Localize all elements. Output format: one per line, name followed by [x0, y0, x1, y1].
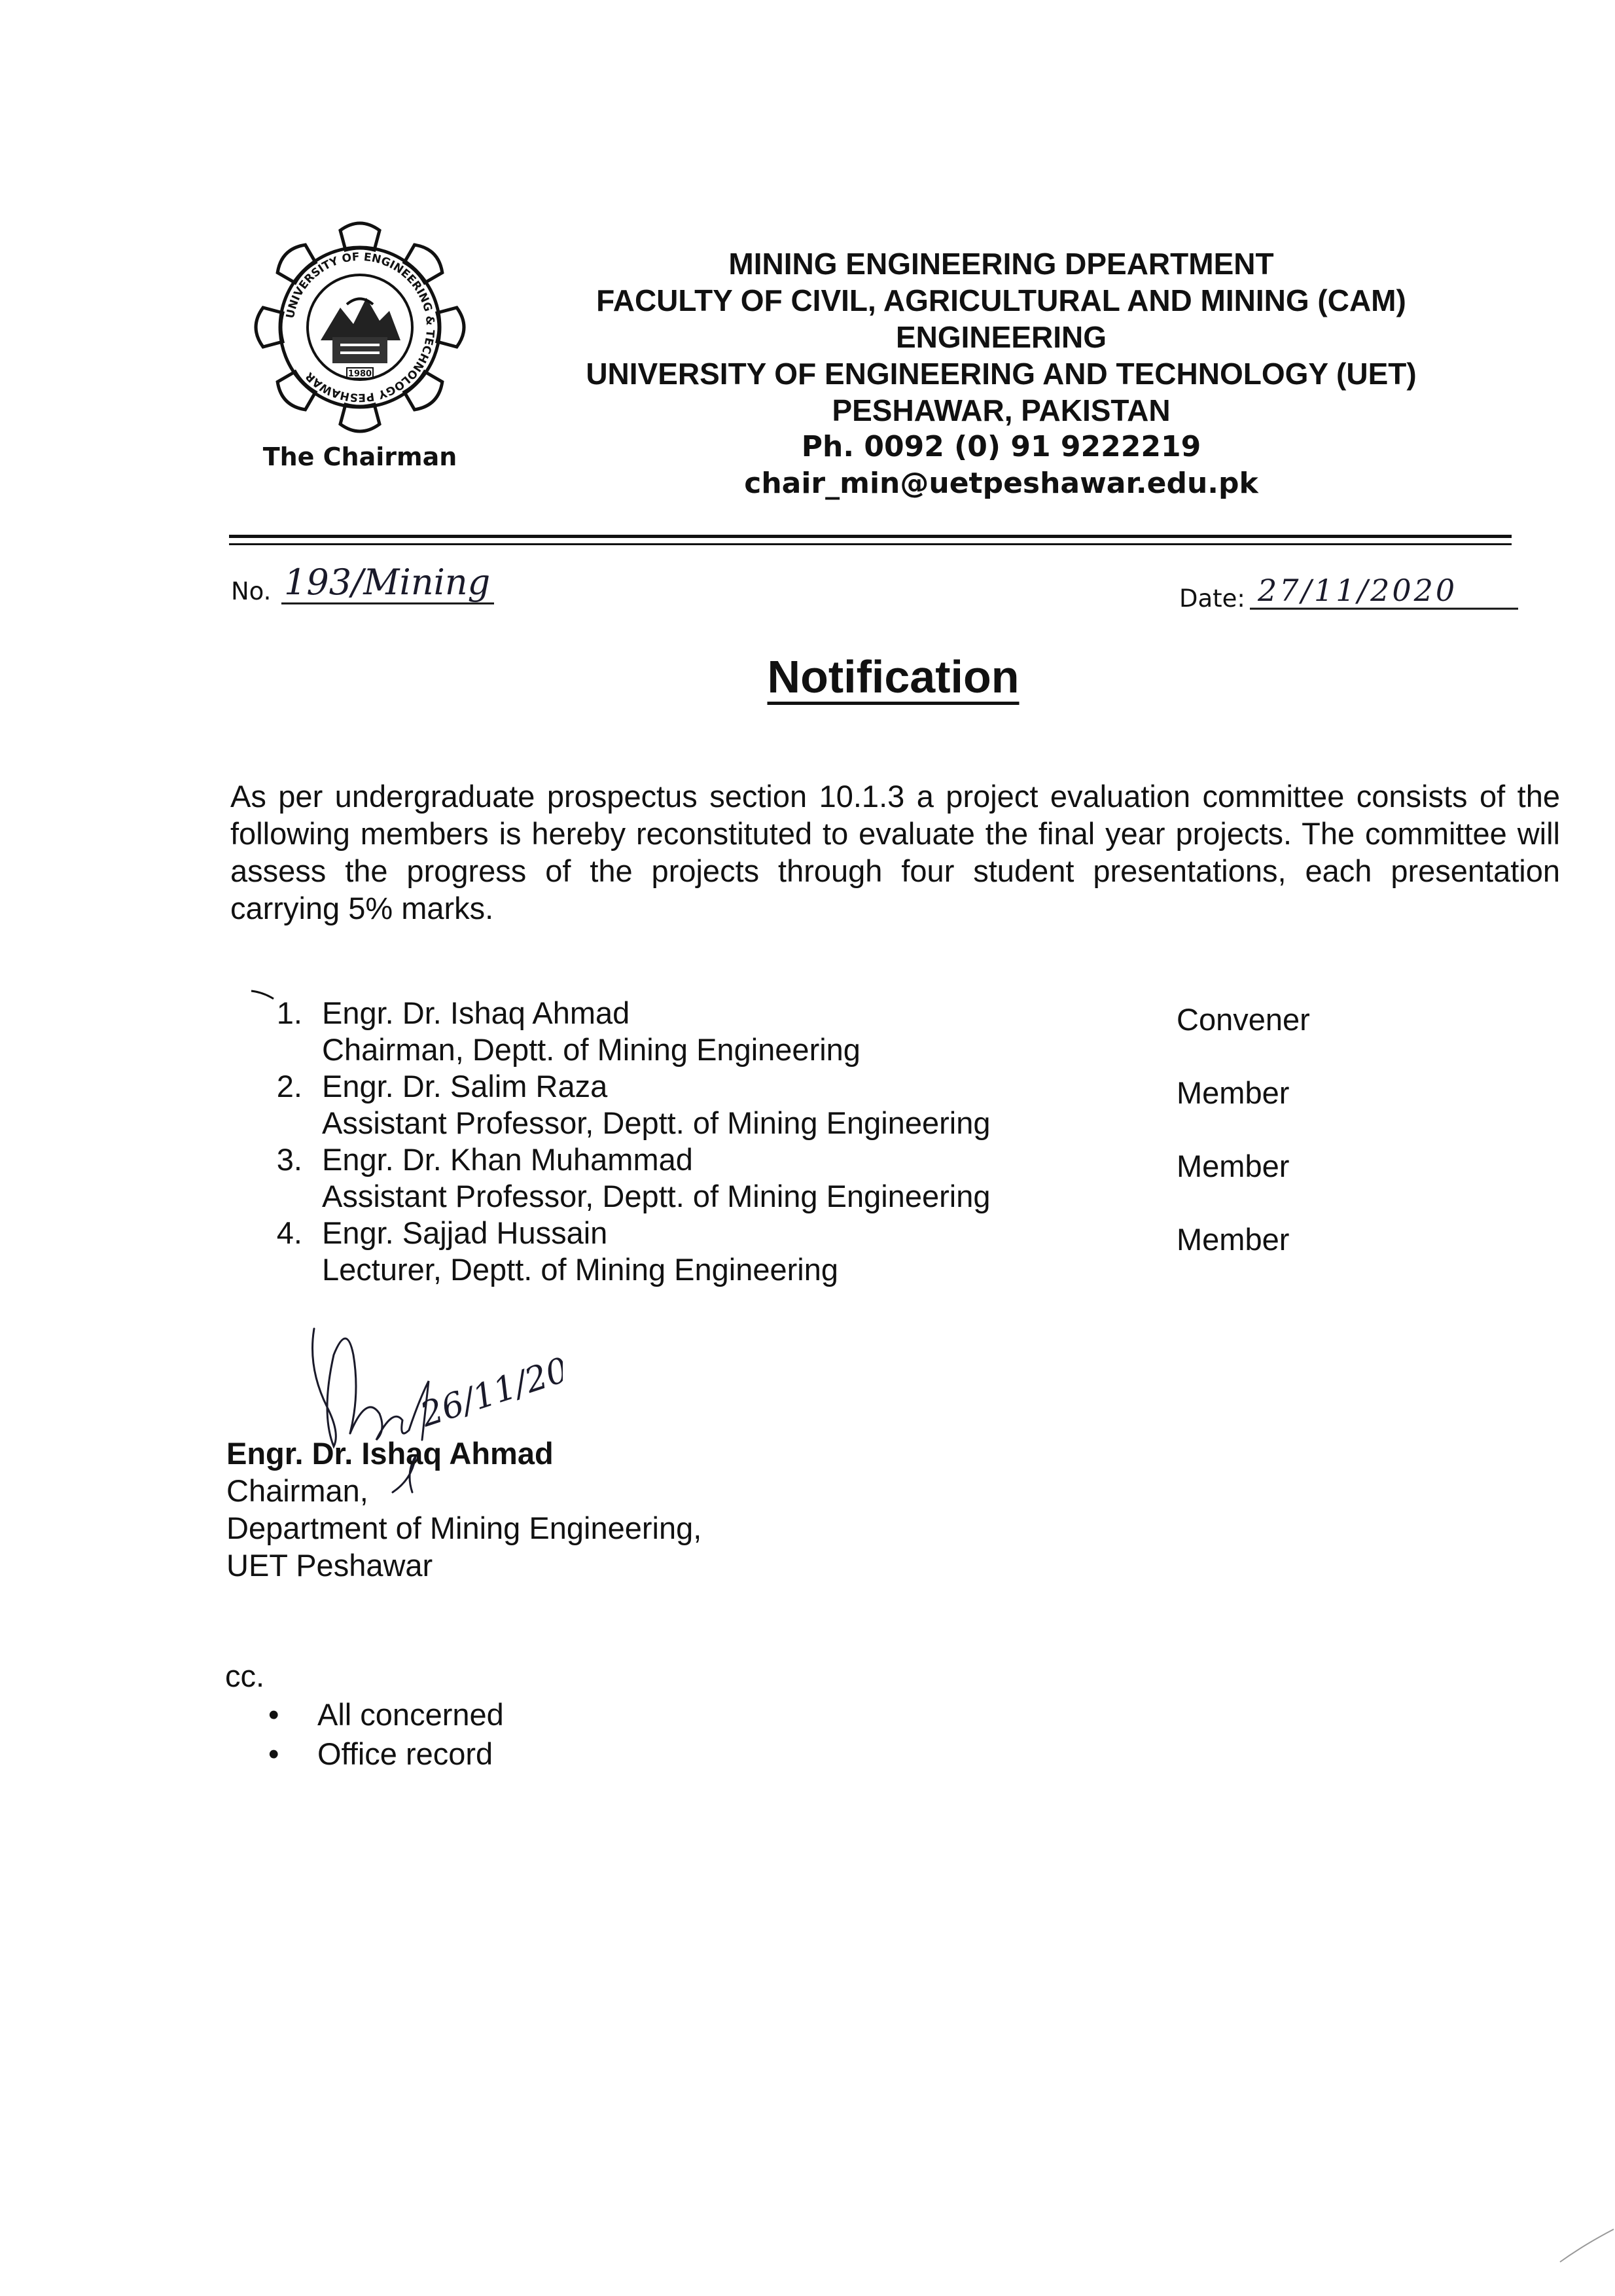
date-label: Date:	[1179, 584, 1245, 613]
member-role: Member	[1177, 1222, 1290, 1257]
member-number: 1.	[276, 996, 302, 1030]
list-item	[230, 995, 1513, 1068]
reference-number-label: No.	[231, 577, 272, 605]
reference-number-value: 193/Mining	[284, 562, 491, 603]
member-name: Engr. Dr. Salim Raza	[322, 1069, 608, 1103]
logo-ring-text: UNIVERSITY OF ENGINEERING & TECHNOLOGY PESHAWAR	[283, 250, 437, 404]
signatory-title: Chairman,	[226, 1473, 368, 1508]
member-number: 3.	[276, 1142, 302, 1177]
university-logo	[249, 216, 471, 439]
cc-list	[268, 1695, 504, 1774]
committee-members-list	[230, 995, 1513, 1288]
member-role: Member	[1177, 1075, 1290, 1110]
signature-date: 26/11/20	[416, 1350, 563, 1435]
signatory-name: Engr. Dr. Ishaq Ahmad	[226, 1436, 554, 1471]
member-name: Engr. Dr. Khan Muhammad	[322, 1142, 693, 1177]
department-name: MINING ENGINEERING DPEARTMENT	[728, 247, 1274, 281]
list-item	[230, 1215, 1513, 1288]
phone-number: Ph. 0092 (0) 91 9222219	[801, 430, 1201, 463]
letterhead	[524, 245, 1479, 502]
chairman-caption: The Chairman	[262, 442, 457, 471]
cc-label: cc.	[225, 1659, 265, 1693]
faculty-name-cont: ENGINEERING	[895, 320, 1107, 354]
date-handwritten	[1250, 568, 1519, 614]
member-name: Engr. Sajjad Hussain	[322, 1215, 608, 1250]
header-rule-thin	[229, 543, 1512, 545]
signatory-department: Department of Mining Engineering,	[226, 1511, 702, 1545]
list-item: • Office record	[268, 1734, 504, 1774]
member-role: Convener	[1177, 1002, 1310, 1037]
email-address: chair_min@uetpeshawar.edu.pk	[744, 467, 1258, 500]
date-value: 27/11/2020	[1258, 573, 1458, 608]
notification-body: As per undergraduate prospectus section 10.1.3 a project evaluation committee consists of the following members is hereby reconstituted to evaluate the final year projects. The committee will assess the progress of the projects through four student presentations, each presentation carrying 5% marks.	[230, 779, 1560, 925]
list-item	[230, 1141, 1513, 1215]
list-item	[230, 1068, 1513, 1141]
list-item: • All concerned	[268, 1695, 504, 1734]
signatory-institution: UET Peshawar	[226, 1548, 433, 1583]
member-name: Engr. Dr. Ishaq Ahmad	[322, 996, 630, 1030]
member-number: 4.	[276, 1215, 302, 1250]
signatory-block	[226, 1435, 701, 1584]
member-designation: Chairman, Deptt. of Mining Engineering	[322, 1032, 861, 1067]
member-designation: Lecturer, Deptt. of Mining Engineering	[322, 1252, 839, 1287]
member-role: Member	[1177, 1149, 1290, 1183]
logo-year: 1980	[347, 369, 372, 379]
faculty-name: FACULTY OF CIVIL, AGRICULTURAL AND MINING (CAM)	[596, 283, 1406, 317]
member-designation: Assistant Professor, Deptt. of Mining Engineering	[322, 1179, 991, 1213]
notification-title: Notification	[767, 651, 1020, 702]
member-designation: Assistant Professor, Deptt. of Mining Engineering	[322, 1105, 991, 1140]
scan-artifact	[1557, 2225, 1615, 2265]
university-city: PESHAWAR, PAKISTAN	[832, 393, 1171, 427]
header-rule-thick	[229, 535, 1512, 538]
reference-number-handwritten	[281, 560, 497, 632]
member-number: 2.	[276, 1069, 302, 1103]
university-name: UNIVERSITY OF ENGINEERING AND TECHNOLOGY (UET)	[586, 357, 1417, 391]
